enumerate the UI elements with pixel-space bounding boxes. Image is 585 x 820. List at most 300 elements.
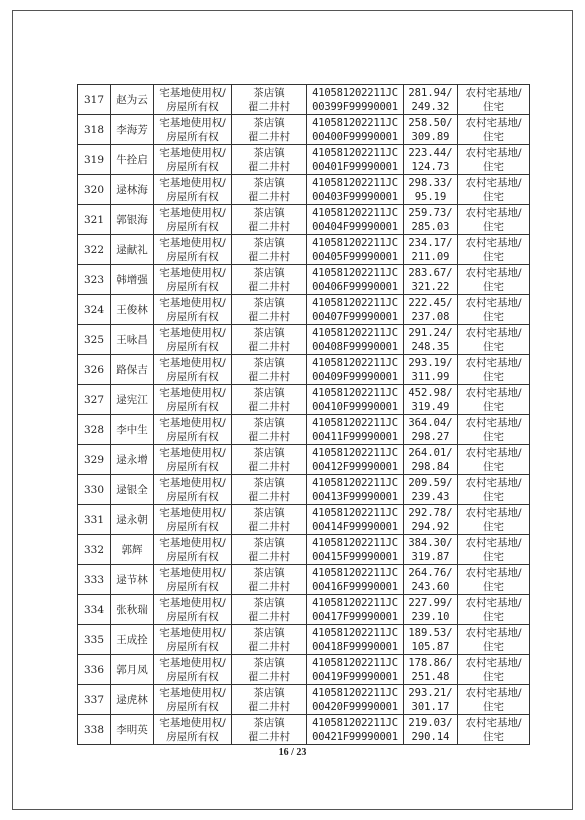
- right-type-cell: [154, 235, 232, 265]
- table-row: [78, 715, 530, 745]
- right-type-cell-line: 宅基地使用权/: [159, 446, 226, 459]
- table-row: [78, 205, 530, 235]
- location-cell: [232, 475, 307, 505]
- unit-code-cell-line: 410581202211JC: [312, 236, 398, 249]
- location-cell: [232, 445, 307, 475]
- land-use-cell-line: 农村宅基地/: [465, 266, 522, 279]
- right-type-cell-line: 宅基地使用权/: [159, 116, 226, 129]
- location-cell-line: 翟二井村: [248, 400, 290, 413]
- land-use-cell-line: 住宅: [483, 520, 504, 533]
- right-type-cell: [154, 355, 232, 385]
- area-cell: [404, 655, 458, 685]
- unit-code-cell-line: 410581202211JC: [312, 266, 398, 279]
- right-type-cell-line: 房屋所有权: [166, 160, 219, 173]
- location-cell-line: 翟二井村: [248, 520, 290, 533]
- table-row: [78, 295, 530, 325]
- right-type-cell-line: 宅基地使用权/: [159, 146, 226, 159]
- right-type-cell: [154, 595, 232, 625]
- area-cell-line: 211.09: [411, 250, 450, 263]
- land-use-cell: [458, 85, 530, 115]
- land-use-cell-line: 农村宅基地/: [465, 566, 522, 579]
- table-row: [78, 415, 530, 445]
- right-type-cell-line: 房屋所有权: [166, 460, 219, 473]
- right-type-cell-line: 宅基地使用权/: [159, 656, 226, 669]
- right-type-cell-line: 房屋所有权: [166, 430, 219, 443]
- unit-code-cell-line: 410581202211JC: [312, 326, 398, 339]
- registration-table-body: [78, 85, 530, 745]
- land-use-cell-line: 农村宅基地/: [465, 686, 522, 699]
- land-use-cell-line: 农村宅基地/: [465, 176, 522, 189]
- row-number-cell: 337: [78, 685, 111, 715]
- location-cell: [232, 385, 307, 415]
- right-type-cell: [154, 565, 232, 595]
- registration-table: [77, 84, 530, 745]
- owner-name-cell: 逯献礼: [111, 235, 154, 265]
- location-cell: [232, 595, 307, 625]
- unit-code-cell: [307, 385, 404, 415]
- area-cell: [404, 115, 458, 145]
- location-cell: [232, 235, 307, 265]
- location-cell-line: 翟二井村: [248, 130, 290, 143]
- unit-code-cell-line: 410581202211JC: [312, 86, 398, 99]
- land-use-cell-line: 住宅: [483, 640, 504, 653]
- right-type-cell: [154, 655, 232, 685]
- land-use-cell-line: 住宅: [483, 220, 504, 233]
- unit-code-cell-line: 410581202211JC: [312, 176, 398, 189]
- right-type-cell-line: 宅基地使用权/: [159, 596, 226, 609]
- land-use-cell: [458, 175, 530, 205]
- location-cell-line: 茶店镇: [253, 476, 285, 489]
- table-row: [78, 655, 530, 685]
- location-cell-line: 茶店镇: [253, 716, 285, 729]
- area-cell-line: 281.94/: [408, 86, 453, 99]
- land-use-cell-line: 住宅: [483, 370, 504, 383]
- owner-name-cell: 王成拴: [111, 625, 154, 655]
- location-cell-line: 茶店镇: [253, 416, 285, 429]
- right-type-cell-line: 宅基地使用权/: [159, 506, 226, 519]
- owner-name-cell: 逯永朝: [111, 505, 154, 535]
- location-cell: [232, 265, 307, 295]
- location-cell-line: 翟二井村: [248, 550, 290, 563]
- area-cell-line: 290.14: [411, 730, 450, 743]
- unit-code-cell-line: 00417F99990001: [312, 610, 398, 623]
- unit-code-cell-line: 00411F99990001: [312, 430, 398, 443]
- land-use-cell-line: 农村宅基地/: [465, 146, 522, 159]
- unit-code-cell-line: 00403F99990001: [312, 190, 398, 203]
- land-use-cell-line: 农村宅基地/: [465, 206, 522, 219]
- unit-code-cell-line: 00399F99990001: [312, 100, 398, 113]
- right-type-cell-line: 房屋所有权: [166, 730, 219, 743]
- table-row: [78, 175, 530, 205]
- table-row: [78, 145, 530, 175]
- unit-code-cell: [307, 235, 404, 265]
- area-cell-line: 298.27: [411, 430, 450, 443]
- right-type-cell-line: 房屋所有权: [166, 130, 219, 143]
- unit-code-cell-line: 410581202211JC: [312, 716, 398, 729]
- right-type-cell: [154, 85, 232, 115]
- location-cell-line: 茶店镇: [253, 356, 285, 369]
- owner-name-cell: 李中生: [111, 415, 154, 445]
- unit-code-cell-line: 00412F99990001: [312, 460, 398, 473]
- unit-code-cell-line: 410581202211JC: [312, 296, 398, 309]
- land-use-cell-line: 住宅: [483, 190, 504, 203]
- location-cell: [232, 655, 307, 685]
- area-cell-line: 234.17/: [408, 236, 453, 249]
- unit-code-cell: [307, 265, 404, 295]
- owner-name-cell: 逯永增: [111, 445, 154, 475]
- right-type-cell-line: 宅基地使用权/: [159, 716, 226, 729]
- unit-code-cell: [307, 565, 404, 595]
- location-cell: [232, 115, 307, 145]
- location-cell-line: 茶店镇: [253, 596, 285, 609]
- area-cell: [404, 235, 458, 265]
- owner-name-cell: 赵为云: [111, 85, 154, 115]
- area-cell: [404, 265, 458, 295]
- right-type-cell-line: 房屋所有权: [166, 190, 219, 203]
- land-use-cell-line: 住宅: [483, 610, 504, 623]
- unit-code-cell-line: 410581202211JC: [312, 446, 398, 459]
- area-cell: [404, 565, 458, 595]
- right-type-cell: [154, 685, 232, 715]
- row-number-cell: 336: [78, 655, 111, 685]
- land-use-cell-line: 住宅: [483, 460, 504, 473]
- owner-name-cell: 王咏昌: [111, 325, 154, 355]
- location-cell-line: 翟二井村: [248, 310, 290, 323]
- right-type-cell: [154, 115, 232, 145]
- table-row: [78, 475, 530, 505]
- area-cell: [404, 325, 458, 355]
- area-cell-line: 293.19/: [408, 356, 453, 369]
- table-row: [78, 355, 530, 385]
- unit-code-cell: [307, 295, 404, 325]
- land-use-cell-line: 住宅: [483, 340, 504, 353]
- area-cell-line: 309.89: [411, 130, 450, 143]
- row-number-cell: 322: [78, 235, 111, 265]
- unit-code-cell: [307, 445, 404, 475]
- area-cell-line: 239.10: [411, 610, 450, 623]
- right-type-cell-line: 房屋所有权: [166, 400, 219, 413]
- table-row: [78, 505, 530, 535]
- row-number-cell: 323: [78, 265, 111, 295]
- right-type-cell-line: 宅基地使用权/: [159, 206, 226, 219]
- location-cell-line: 翟二井村: [248, 160, 290, 173]
- location-cell: [232, 565, 307, 595]
- land-use-cell: [458, 205, 530, 235]
- table-row: [78, 235, 530, 265]
- land-use-cell-line: 住宅: [483, 550, 504, 563]
- land-use-cell-line: 住宅: [483, 580, 504, 593]
- location-cell-line: 翟二井村: [248, 580, 290, 593]
- right-type-cell-line: 宅基地使用权/: [159, 626, 226, 639]
- unit-code-cell: [307, 685, 404, 715]
- owner-name-cell: 王俊林: [111, 295, 154, 325]
- unit-code-cell: [307, 325, 404, 355]
- location-cell-line: 翟二井村: [248, 610, 290, 623]
- right-type-cell-line: 房屋所有权: [166, 250, 219, 263]
- location-cell-line: 茶店镇: [253, 296, 285, 309]
- land-use-cell-line: 农村宅基地/: [465, 626, 522, 639]
- unit-code-cell: [307, 415, 404, 445]
- area-cell-line: 105.87: [411, 640, 450, 653]
- area-cell: [404, 715, 458, 745]
- land-use-cell: [458, 355, 530, 385]
- location-cell-line: 翟二井村: [248, 730, 290, 743]
- unit-code-cell-line: 410581202211JC: [312, 626, 398, 639]
- unit-code-cell-line: 00418F99990001: [312, 640, 398, 653]
- location-cell-line: 翟二井村: [248, 220, 290, 233]
- location-cell-line: 翟二井村: [248, 670, 290, 683]
- owner-name-cell: 逯节林: [111, 565, 154, 595]
- unit-code-cell-line: 00410F99990001: [312, 400, 398, 413]
- unit-code-cell: [307, 175, 404, 205]
- owner-name-cell: 郭银海: [111, 205, 154, 235]
- right-type-cell-line: 房屋所有权: [166, 520, 219, 533]
- unit-code-cell-line: 410581202211JC: [312, 656, 398, 669]
- owner-name-cell: 李明英: [111, 715, 154, 745]
- location-cell: [232, 85, 307, 115]
- area-cell: [404, 385, 458, 415]
- area-cell-line: 285.03: [411, 220, 450, 233]
- land-use-cell: [458, 385, 530, 415]
- unit-code-cell-line: 00420F99990001: [312, 700, 398, 713]
- row-number-cell: 317: [78, 85, 111, 115]
- land-use-cell: [458, 505, 530, 535]
- unit-code-cell-line: 410581202211JC: [312, 476, 398, 489]
- row-number-cell: 325: [78, 325, 111, 355]
- location-cell-line: 茶店镇: [253, 326, 285, 339]
- table-row: [78, 445, 530, 475]
- right-type-cell: [154, 175, 232, 205]
- unit-code-cell: [307, 535, 404, 565]
- land-use-cell: [458, 565, 530, 595]
- location-cell-line: 茶店镇: [253, 176, 285, 189]
- area-cell: [404, 205, 458, 235]
- area-cell: [404, 355, 458, 385]
- land-use-cell-line: 住宅: [483, 100, 504, 113]
- area-cell-line: 178.86/: [408, 656, 453, 669]
- location-cell-line: 茶店镇: [253, 686, 285, 699]
- land-use-cell-line: 农村宅基地/: [465, 116, 522, 129]
- land-use-cell: [458, 115, 530, 145]
- right-type-cell: [154, 205, 232, 235]
- area-cell-line: 219.03/: [408, 716, 453, 729]
- area-cell-line: 452.98/: [408, 386, 453, 399]
- location-cell: [232, 295, 307, 325]
- land-use-cell: [458, 265, 530, 295]
- unit-code-cell-line: 00404F99990001: [312, 220, 398, 233]
- location-cell-line: 茶店镇: [253, 146, 285, 159]
- right-type-cell-line: 宅基地使用权/: [159, 86, 226, 99]
- land-use-cell-line: 农村宅基地/: [465, 236, 522, 249]
- area-cell: [404, 85, 458, 115]
- land-use-cell-line: 住宅: [483, 490, 504, 503]
- area-cell: [404, 685, 458, 715]
- unit-code-cell: [307, 655, 404, 685]
- row-number-cell: 334: [78, 595, 111, 625]
- land-use-cell-line: 农村宅基地/: [465, 446, 522, 459]
- right-type-cell-line: 宅基地使用权/: [159, 326, 226, 339]
- right-type-cell-line: 宅基地使用权/: [159, 386, 226, 399]
- unit-code-cell-line: 410581202211JC: [312, 596, 398, 609]
- page-number: 16 / 23: [278, 747, 307, 758]
- row-number-cell: 333: [78, 565, 111, 595]
- area-cell-line: 249.32: [411, 100, 450, 113]
- unit-code-cell: [307, 115, 404, 145]
- table-row: [78, 85, 530, 115]
- land-use-cell-line: 住宅: [483, 310, 504, 323]
- owner-name-cell: 李海芳: [111, 115, 154, 145]
- location-cell-line: 翟二井村: [248, 490, 290, 503]
- right-type-cell-line: 房屋所有权: [166, 100, 219, 113]
- area-cell-line: 264.76/: [408, 566, 453, 579]
- area-cell: [404, 475, 458, 505]
- right-type-cell-line: 宅基地使用权/: [159, 566, 226, 579]
- right-type-cell-line: 房屋所有权: [166, 340, 219, 353]
- area-cell: [404, 415, 458, 445]
- unit-code-cell-line: 410581202211JC: [312, 686, 398, 699]
- unit-code-cell-line: 410581202211JC: [312, 116, 398, 129]
- unit-code-cell: [307, 205, 404, 235]
- land-use-cell-line: 住宅: [483, 700, 504, 713]
- land-use-cell-line: 农村宅基地/: [465, 656, 522, 669]
- table-row: [78, 565, 530, 595]
- land-use-cell-line: 农村宅基地/: [465, 476, 522, 489]
- land-use-cell-line: 农村宅基地/: [465, 536, 522, 549]
- row-number-cell: 318: [78, 115, 111, 145]
- right-type-cell-line: 宅基地使用权/: [159, 236, 226, 249]
- location-cell-line: 翟二井村: [248, 640, 290, 653]
- row-number-cell: 330: [78, 475, 111, 505]
- unit-code-cell-line: 410581202211JC: [312, 356, 398, 369]
- location-cell: [232, 535, 307, 565]
- right-type-cell-line: 宅基地使用权/: [159, 416, 226, 429]
- area-cell: [404, 625, 458, 655]
- area-cell-line: 264.01/: [408, 446, 453, 459]
- area-cell-line: 384.30/: [408, 536, 453, 549]
- land-use-cell: [458, 145, 530, 175]
- unit-code-cell-line: 00407F99990001: [312, 310, 398, 323]
- area-cell-line: 259.73/: [408, 206, 453, 219]
- area-cell-line: 189.53/: [408, 626, 453, 639]
- area-cell: [404, 445, 458, 475]
- row-number-cell: 335: [78, 625, 111, 655]
- location-cell-line: 茶店镇: [253, 446, 285, 459]
- location-cell-line: 茶店镇: [253, 536, 285, 549]
- unit-code-cell-line: 00419F99990001: [312, 670, 398, 683]
- row-number-cell: 327: [78, 385, 111, 415]
- owner-name-cell: 路保吉: [111, 355, 154, 385]
- right-type-cell: [154, 145, 232, 175]
- unit-code-cell-line: 410581202211JC: [312, 386, 398, 399]
- land-use-cell: [458, 595, 530, 625]
- area-cell-line: 319.49: [411, 400, 450, 413]
- table-row: [78, 535, 530, 565]
- location-cell: [232, 205, 307, 235]
- area-cell-line: 124.73: [411, 160, 450, 173]
- location-cell-line: 翟二井村: [248, 700, 290, 713]
- row-number-cell: 321: [78, 205, 111, 235]
- location-cell: [232, 505, 307, 535]
- owner-name-cell: 逯银全: [111, 475, 154, 505]
- unit-code-cell: [307, 625, 404, 655]
- unit-code-cell: [307, 475, 404, 505]
- right-type-cell-line: 房屋所有权: [166, 700, 219, 713]
- table-row: [78, 115, 530, 145]
- unit-code-cell: [307, 595, 404, 625]
- land-use-cell-line: 农村宅基地/: [465, 386, 522, 399]
- land-use-cell: [458, 445, 530, 475]
- land-use-cell-line: 农村宅基地/: [465, 326, 522, 339]
- area-cell-line: 321.22: [411, 280, 450, 293]
- unit-code-cell-line: 410581202211JC: [312, 536, 398, 549]
- location-cell-line: 茶店镇: [253, 656, 285, 669]
- right-type-cell-line: 房屋所有权: [166, 370, 219, 383]
- location-cell: [232, 175, 307, 205]
- land-use-cell-line: 农村宅基地/: [465, 716, 522, 729]
- right-type-cell-line: 宅基地使用权/: [159, 176, 226, 189]
- right-type-cell-line: 房屋所有权: [166, 310, 219, 323]
- land-use-cell: [458, 715, 530, 745]
- land-use-cell: [458, 415, 530, 445]
- right-type-cell-line: 房屋所有权: [166, 280, 219, 293]
- area-cell-line: 294.92: [411, 520, 450, 533]
- land-use-cell-line: 住宅: [483, 430, 504, 443]
- area-cell-line: 222.45/: [408, 296, 453, 309]
- location-cell: [232, 685, 307, 715]
- row-number-cell: 326: [78, 355, 111, 385]
- right-type-cell-line: 房屋所有权: [166, 670, 219, 683]
- location-cell-line: 翟二井村: [248, 100, 290, 113]
- location-cell: [232, 625, 307, 655]
- owner-name-cell: 韩增强: [111, 265, 154, 295]
- area-cell-line: 239.43: [411, 490, 450, 503]
- area-cell: [404, 145, 458, 175]
- table-row: [78, 265, 530, 295]
- area-cell: [404, 295, 458, 325]
- location-cell-line: 茶店镇: [253, 206, 285, 219]
- land-use-cell-line: 农村宅基地/: [465, 296, 522, 309]
- unit-code-cell-line: 00413F99990001: [312, 490, 398, 503]
- right-type-cell-line: 宅基地使用权/: [159, 356, 226, 369]
- table-row: [78, 625, 530, 655]
- land-use-cell: [458, 535, 530, 565]
- area-cell-line: 293.21/: [408, 686, 453, 699]
- table-row: [78, 325, 530, 355]
- row-number-cell: 331: [78, 505, 111, 535]
- unit-code-cell-line: 00421F99990001: [312, 730, 398, 743]
- unit-code-cell-line: 410581202211JC: [312, 566, 398, 579]
- land-use-cell: [458, 655, 530, 685]
- area-cell-line: 311.99: [411, 370, 450, 383]
- right-type-cell: [154, 535, 232, 565]
- area-cell-line: 209.59/: [408, 476, 453, 489]
- land-use-cell-line: 住宅: [483, 400, 504, 413]
- location-cell-line: 茶店镇: [253, 386, 285, 399]
- right-type-cell: [154, 415, 232, 445]
- area-cell-line: 237.08: [411, 310, 450, 323]
- unit-code-cell-line: 410581202211JC: [312, 146, 398, 159]
- unit-code-cell: [307, 355, 404, 385]
- right-type-cell-line: 宅基地使用权/: [159, 296, 226, 309]
- table-row: [78, 385, 530, 415]
- right-type-cell-line: 宅基地使用权/: [159, 536, 226, 549]
- owner-name-cell: 郭辉: [111, 535, 154, 565]
- right-type-cell: [154, 505, 232, 535]
- unit-code-cell: [307, 715, 404, 745]
- row-number-cell: 320: [78, 175, 111, 205]
- location-cell-line: 茶店镇: [253, 86, 285, 99]
- area-cell: [404, 175, 458, 205]
